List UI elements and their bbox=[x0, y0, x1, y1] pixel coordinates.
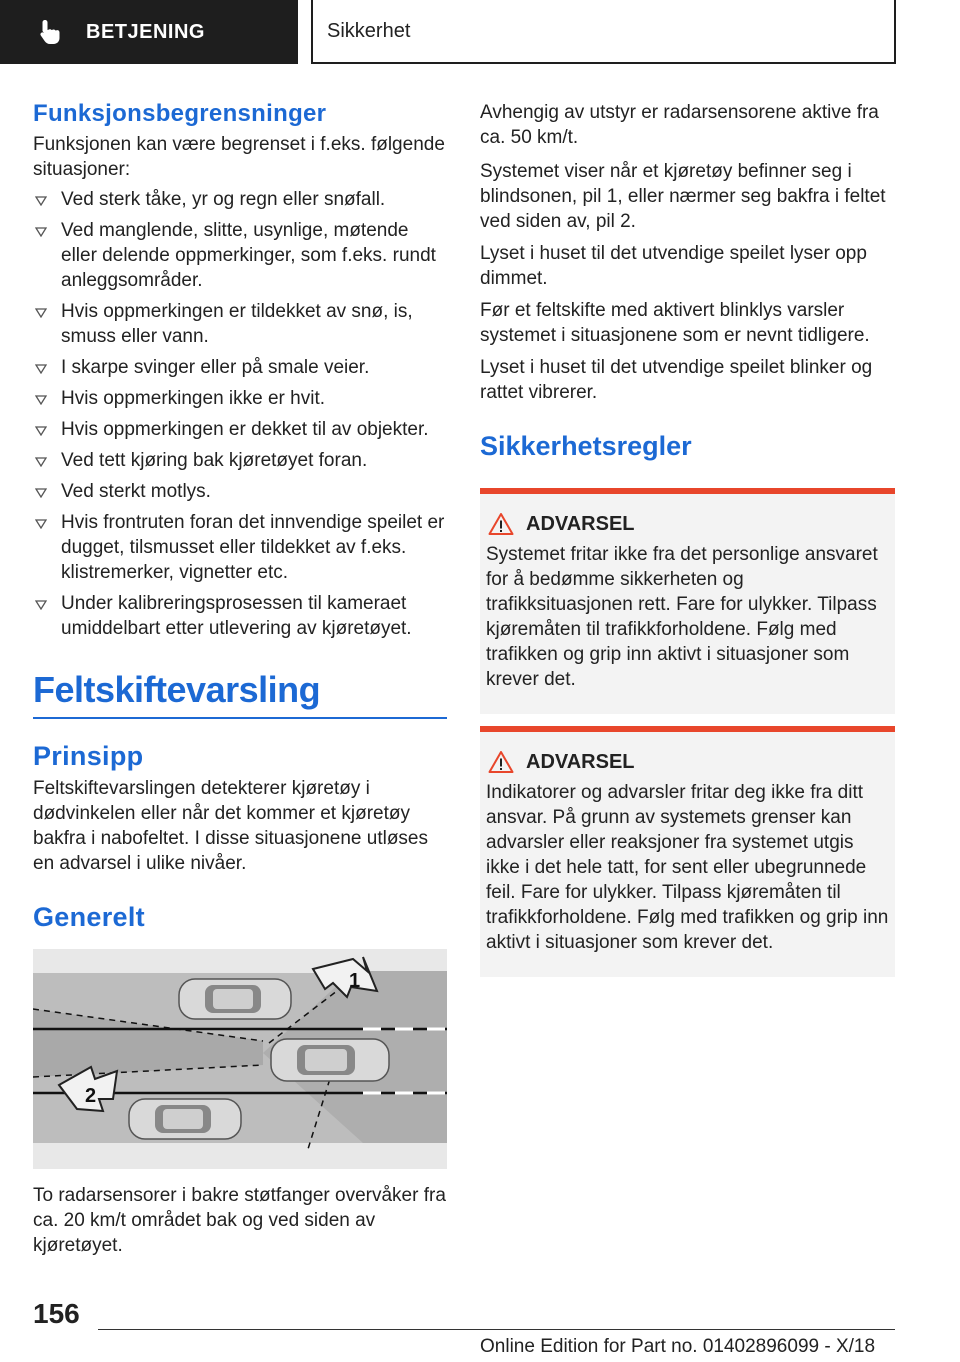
triangle-bullet-icon bbox=[35, 395, 47, 405]
list-item: Ved sterkt motlys. bbox=[33, 479, 447, 504]
principle-text: Feltskiftevarslingen detekterer kjøretøy i dødvinkelen eller når det kommer et kjøretøy bakfra i nabofeltet. I disse situasjonene utløses en advarsel i ulike nivåer. bbox=[33, 778, 429, 874]
left-column bbox=[33, 100, 447, 1258]
header-section-label: Sikkerhet bbox=[327, 19, 411, 42]
warning-title: ADVARSEL bbox=[526, 750, 635, 773]
triangle-bullet-icon bbox=[35, 426, 47, 436]
paragraph-display: Systemet viser når et kjøretøy befinner seg i blindsonen, pil 1, eller nærmer seg bakfra i feltet ved siden av, pil 2. bbox=[480, 161, 886, 232]
paragraph-mirror-flash: Lyset i huset til det utvendige speilet blinker og rattet vibrerer. bbox=[480, 357, 873, 403]
triangle-bullet-icon bbox=[35, 519, 47, 529]
warning-text: Indikatorer og advarsler fritar deg ikke fra ditt ansvar. På grunn av systemets grenser kan advarsler eller reaksjoner fra systemet utgis ikke i det hele tatt, for sent eller ubegrunnede feil. Fare for ulykker. Tilpass kjøremåten til trafikkforholdene. Følg med trafikken og grip inn aktivt i situasjoner som krever det. bbox=[486, 782, 889, 953]
list-item: I skarpe svinger eller på smale veier. bbox=[33, 355, 447, 380]
paragraph-active-speed: Avhengig av utstyr er radarsensorene aktive fra ca. 50 km/t. bbox=[480, 102, 879, 148]
triangle-bullet-icon bbox=[35, 488, 47, 498]
lane-change-heading: Feltskiftevarsling bbox=[33, 669, 321, 710]
principle-heading: Prinsipp bbox=[33, 741, 144, 771]
general-heading: Generelt bbox=[33, 902, 145, 932]
list-item: Ved tett kjøring bak kjøretøyet foran. bbox=[33, 448, 447, 473]
warning-text: Systemet fritar ikke fra det personlige ansvaret for å bedømme sikkerheten og trafikksituasjonen rett. Fare for ulykker. Tilpass kjøremåten til trafikkforholdene. Følg med trafikken og grip inn aktivt i situasjoner som krever det. bbox=[486, 544, 878, 690]
list-item: Hvis frontruten foran det innvendige speilet er dugget, tilsmusset eller tildekket av f.eks. klistremerker, vignetter etc. bbox=[33, 510, 447, 585]
list-item: Hvis oppmerkingen er tildekket av snø, is, smuss eller vann. bbox=[33, 299, 447, 349]
heading-divider bbox=[33, 717, 447, 719]
warning-box bbox=[480, 726, 895, 977]
figure-caption: To radarsensorer i bakre støtfanger overvåker fra ca. 20 km/t området bak og ved siden av kjøretøyet. bbox=[33, 1185, 446, 1256]
limits-heading: Funksjonsbegrensninger bbox=[33, 100, 327, 127]
list-item: Ved manglende, slitte, usynlige, møtende eller delende oppmerkinger, som f.eks. rundt anleggsområder. bbox=[33, 218, 447, 293]
header-section-box bbox=[311, 0, 896, 64]
page-number: 156 bbox=[33, 1298, 80, 1329]
radar-zones-illustration bbox=[33, 949, 447, 1169]
limits-intro: Funksjonen kan være begrenset i f.eks. følgende situasjoner: bbox=[33, 134, 445, 180]
car-middle-lane bbox=[271, 1039, 389, 1081]
hand-pointer-icon bbox=[36, 17, 66, 47]
list-item: Under kalibreringsprosessen til kameraet umiddelbart etter utlevering av kjøretøyet. bbox=[33, 591, 447, 641]
triangle-bullet-icon bbox=[35, 364, 47, 374]
paragraph-mirror-dim: Lyset i huset til det utvendige speilet lyser opp dimmet. bbox=[480, 243, 867, 289]
list-item: Ved sterk tåke, yr og regn eller snøfall. bbox=[33, 187, 447, 212]
radar-zones-figure bbox=[33, 949, 447, 1169]
paragraph-before-lane-change: Før et feltskifte med aktivert blinklys varsler systemet i situasjonene som er nevnt tidligere. bbox=[480, 300, 870, 346]
warning-triangle-icon bbox=[488, 512, 514, 536]
car-top-lane bbox=[179, 979, 291, 1019]
warning-box bbox=[480, 488, 895, 714]
svg-text:1: 1 bbox=[349, 970, 361, 992]
warning-title: ADVARSEL bbox=[526, 512, 635, 535]
triangle-bullet-icon bbox=[35, 308, 47, 318]
triangle-bullet-icon bbox=[35, 600, 47, 610]
right-column bbox=[480, 100, 895, 977]
header-category-tab bbox=[0, 0, 298, 64]
svg-text:2: 2 bbox=[85, 1085, 97, 1107]
limits-list bbox=[33, 187, 447, 641]
header-category-label: BETJENING bbox=[86, 20, 205, 43]
footer-edition: Online Edition for Part no. 01402896099 - X/18 bbox=[480, 1336, 876, 1357]
list-item: Hvis oppmerkingen ikke er hvit. bbox=[33, 386, 447, 411]
list-item: Hvis oppmerkingen er dekket til av objekter. bbox=[33, 417, 447, 442]
triangle-bullet-icon bbox=[35, 457, 47, 467]
warning-triangle-icon bbox=[488, 750, 514, 774]
car-bottom-lane bbox=[129, 1099, 241, 1139]
safety-heading: Sikkerhetsregler bbox=[480, 431, 692, 461]
triangle-bullet-icon bbox=[35, 227, 47, 237]
triangle-bullet-icon bbox=[35, 196, 47, 206]
footer-divider bbox=[98, 1329, 895, 1330]
